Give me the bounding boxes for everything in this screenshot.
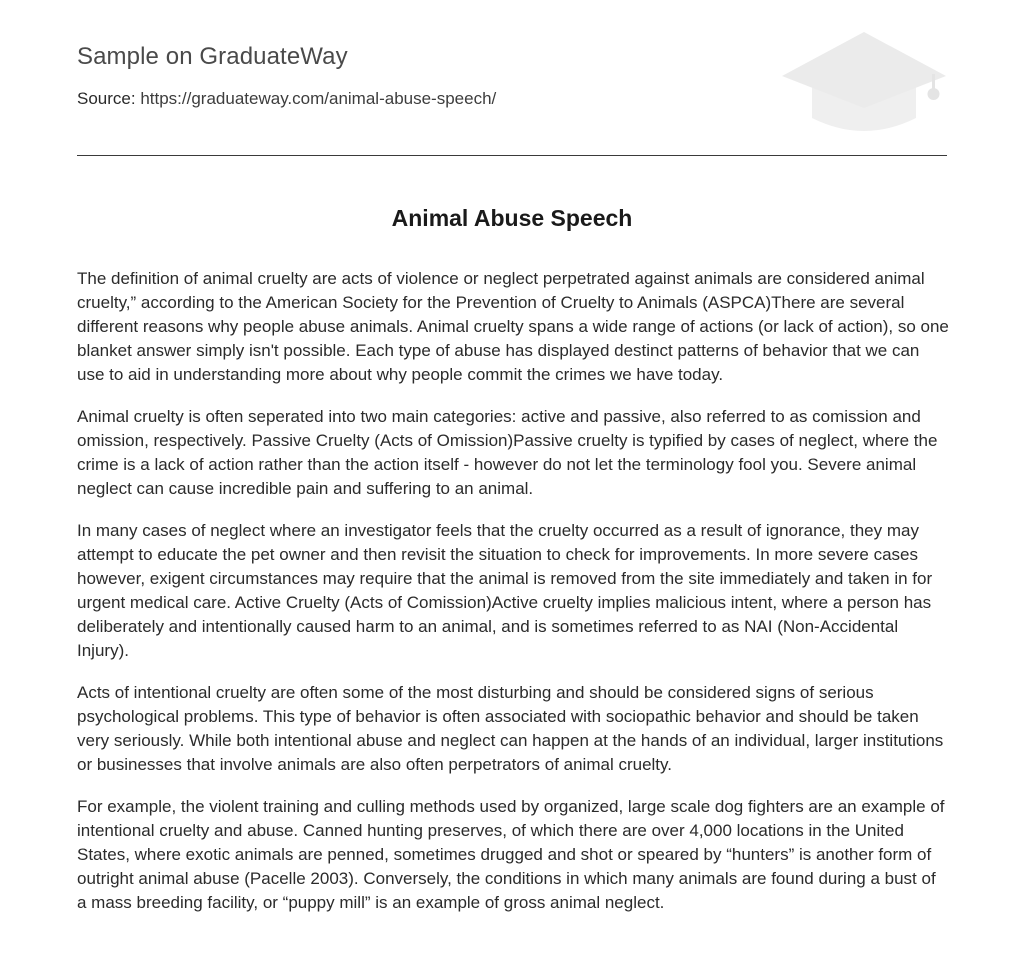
paragraph: For example, the violent training and culling methods used by organized, large scale dog fighters are an example of intentional cruelty and abuse. Canned hunting preserves, of which there are over 4,000 locations in the United States, where exotic animals are penned, sometimes drugged and shot or speared by “hunters” is another form of outright animal abuse (Pacelle 2003). Conversely, the conditions in which many animals are found during a bust of a mass breeding facility, or “puppy mill” is an example of gross animal neglect. [77, 797, 945, 912]
paragraph: The definition of animal cruelty are acts of violence or neglect perpetrated against animals are considered animal cruelty,” according to the American Society for the Prevention of Cruelty to Animals (ASPCA)There are several different reasons why people abuse animals. Animal cruelty spans a wide range of actions (or lack of action), so one blanket answer simply isn't possible. Each type of abuse has displayed destinct patterns of behavior that we can use to aid in understanding more about why people commit the crimes we have today. [77, 269, 949, 384]
header [77, 0, 947, 156]
document-body [77, 267, 949, 933]
paragraph: Acts of intentional cruelty are often some of the most disturbing and should be considered signs of serious psychological problems. This type of behavior is often associated with sociopathic behavior and should be taken very seriously. While both intentional abuse and neglect can happen at the hands of an individual, larger institutions or businesses that involve animals are also often perpetrators of animal cruelty. [77, 683, 944, 774]
cap-board [782, 32, 946, 108]
tassel-cord [932, 74, 935, 90]
paragraph: Animal cruelty is often seperated into two main categories: active and passive, also referred to as comission and omission, respectively. Passive Cruelty (Acts of Omission)Passive cruelty is typified by cases of neglect, where the crime is a lack of action rather than the action itself - however do not let the terminology fool you. Severe animal neglect can cause incredible pain and suffering to an animal. [77, 407, 938, 498]
document-title: Animal Abuse Speech [391, 205, 633, 231]
page [77, 0, 949, 912]
graduation-cap-icon [780, 30, 948, 134]
paragraph: In many cases of neglect where an investigator feels that the cruelty occurred as a result of ignorance, they may attempt to educate the pet owner and then revisit the situation to check for improvements. In more severe cases however, exigent circumstances may require that the animal is removed from the site immediately and taken in for urgent medical care. Active Cruelty (Acts of Comission)Active cruelty implies malicious intent, where a person has deliberately and intentionally caused harm to an animal, and is sometimes referred to as NAI (Non-Accidental Injury). [77, 521, 933, 660]
source-line [77, 89, 496, 109]
source-label: Source: [77, 89, 136, 108]
source-link[interactable]: https://graduateway.com/animal-abuse-speech/ [140, 89, 497, 108]
site-title: Sample on GraduateWay [77, 43, 348, 70]
tassel-knob [928, 88, 940, 100]
